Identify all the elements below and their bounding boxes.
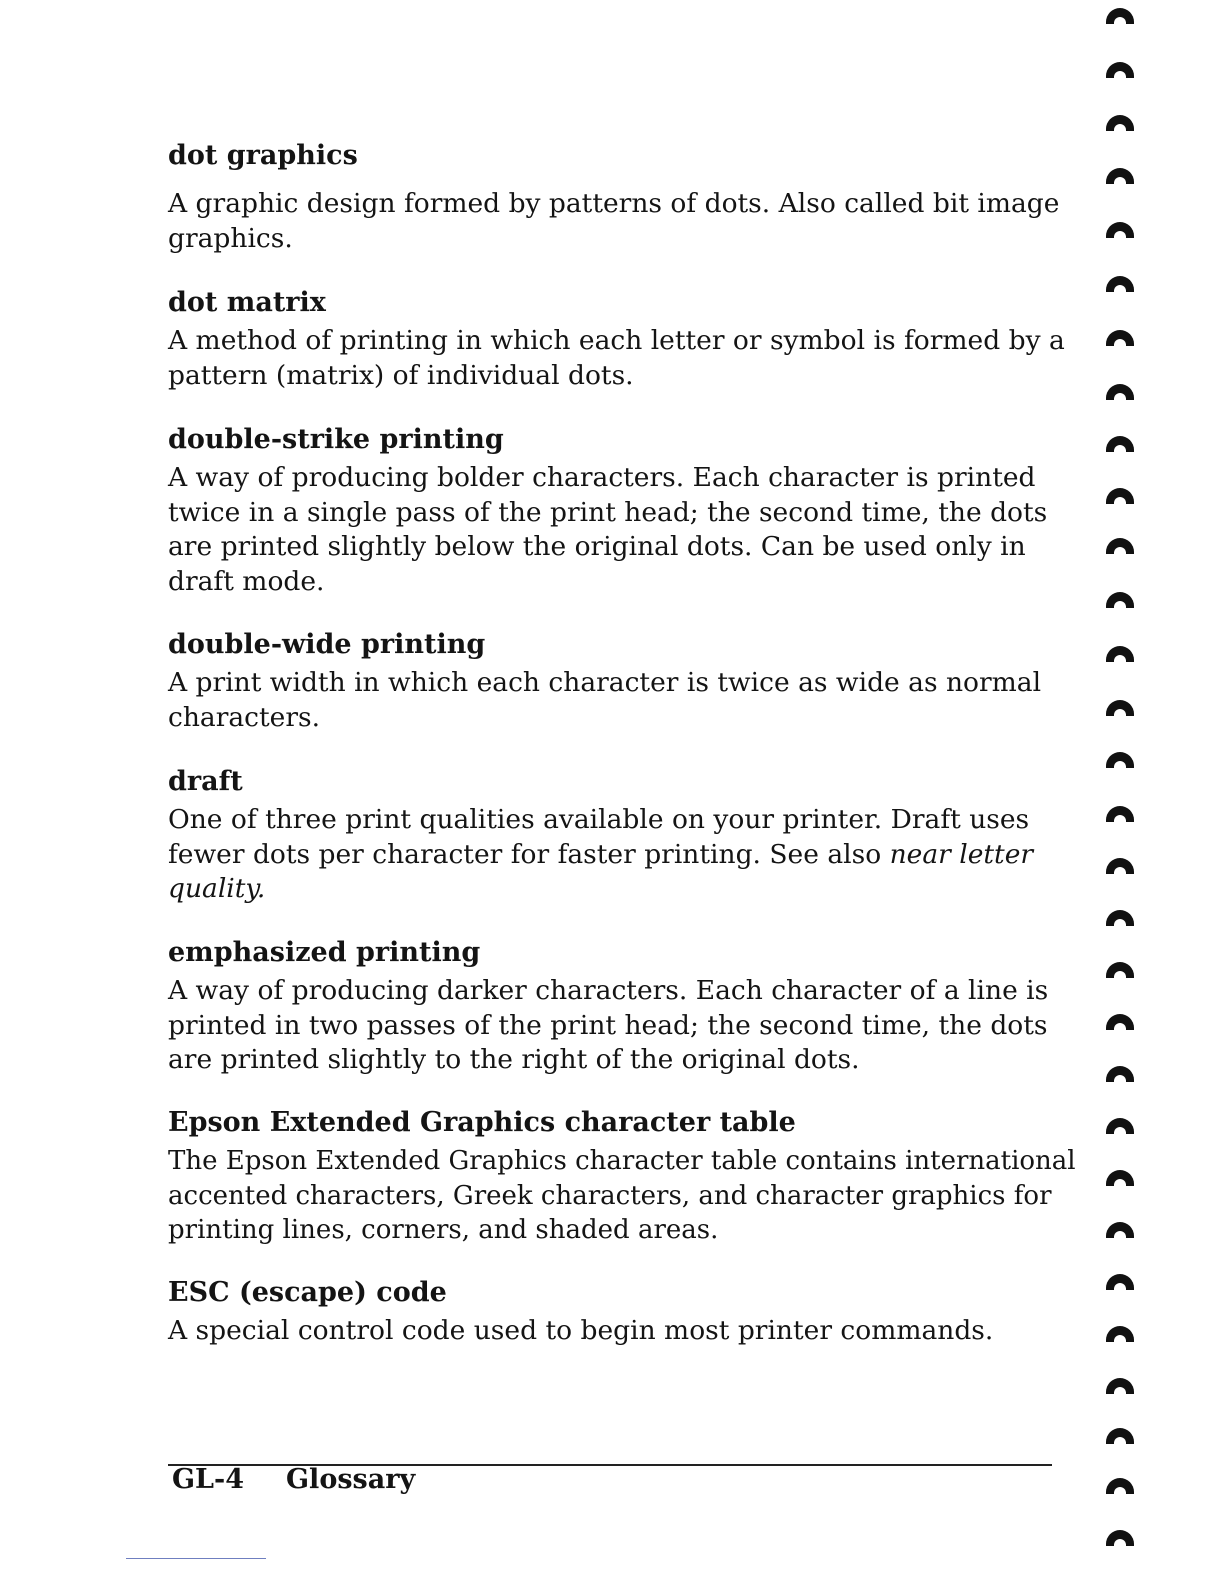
glossary-term: ESC (escape) code: [168, 1277, 447, 1308]
glossary-entry: [168, 628, 1068, 735]
glossary-definition: The Epson Extended Graphics character table contains international accented characters, Greek characters, and character graphics for printing lines, corners, and shaded areas.: [168, 1146, 1076, 1245]
binding-ring-icon: [1106, 1530, 1134, 1546]
glossary-entry: [168, 936, 1068, 1078]
glossary-entry: [168, 139, 1068, 256]
glossary-entry: [168, 1106, 1078, 1248]
glossary-term: emphasized printing: [168, 937, 481, 968]
page-number: GL-4: [172, 1464, 245, 1495]
binding-ring-icon: [1106, 1274, 1134, 1290]
glossary-entry: [168, 286, 1068, 393]
glossary-definition: [168, 803, 1068, 907]
binding-ring-icon: [1106, 488, 1134, 504]
glossary-term: draft: [168, 766, 243, 797]
glossary-term: double-strike printing: [168, 424, 504, 455]
definition-text: One of three print qualities available on your printer. Draft uses fewer dots per character for faster printing. See also: [168, 804, 1030, 870]
binding-ring-icon: [1106, 962, 1134, 978]
glossary-definition: A print width in which each character is twice as wide as normal characters.: [168, 667, 1042, 733]
glossary-definition: A special control code used to begin most printer commands.: [168, 1315, 994, 1346]
glossary-definition: A method of printing in which each letter or symbol is formed by a pattern (matrix) of individual dots.: [168, 325, 1065, 391]
binding-ring-icon: [1106, 1378, 1134, 1394]
binding-ring-icon: [1106, 910, 1134, 926]
binding-ring-icon: [1106, 330, 1134, 346]
glossary-definition: A graphic design formed by patterns of dots. Also called bit image graphics.: [168, 188, 1060, 254]
binding-ring-icon: [1106, 436, 1134, 452]
glossary-term: Epson Extended Graphics character table: [168, 1107, 796, 1138]
binding-ring-icon: [1106, 1066, 1134, 1082]
binding-ring-icon: [1106, 1118, 1134, 1134]
binding-ring-icon: [1106, 1014, 1134, 1030]
binding-ring-icon: [1106, 806, 1134, 822]
binding-ring-icon: [1106, 752, 1134, 768]
glossary-definition: A way of producing darker characters. Each character of a line is printed in two passes of the print head; the second time, the dots are printed slightly to the right of the original dots.: [168, 975, 1049, 1075]
scan-artifact-line: [126, 1558, 266, 1559]
binding-ring-icon: [1106, 700, 1134, 716]
binding-ring-icon: [1106, 1170, 1134, 1186]
binding-ring-icon: [1106, 538, 1134, 554]
glossary-entry: [168, 1276, 1068, 1349]
binding-ring-icon: [1106, 62, 1134, 78]
glossary-definition: A way of producing bolder characters. Each character is printed twice in a single pass of the print head; the second time, the dots are printed slightly below the original dots. Can be used only in draft mode.: [168, 462, 1048, 597]
binding-ring-icon: [1106, 168, 1134, 184]
glossary-term: double-wide printing: [168, 629, 486, 660]
binding-ring-icon: [1106, 115, 1134, 131]
binding-ring-icon: [1106, 276, 1134, 292]
glossary-term: dot graphics: [168, 140, 358, 171]
glossary-entry: [168, 765, 1068, 907]
page-footer: [172, 1462, 415, 1498]
binding-ring-icon: [1106, 1478, 1134, 1494]
section-title: Glossary: [286, 1464, 416, 1495]
glossary-term: dot matrix: [168, 287, 326, 318]
binding-ring-icon: [1106, 858, 1134, 874]
binding-ring-icon: [1106, 8, 1134, 24]
binding-ring-icon: [1106, 384, 1134, 400]
binding-ring-icon: [1106, 1222, 1134, 1238]
glossary-entry: [168, 423, 1068, 599]
binding-ring-icon: [1106, 592, 1134, 608]
binding-ring-icon: [1106, 222, 1134, 238]
cross-reference: near letter quality.: [168, 838, 1034, 904]
spiral-binding: [1100, 0, 1150, 1584]
binding-ring-icon: [1106, 1326, 1134, 1342]
binding-ring-icon: [1106, 1428, 1134, 1444]
binding-ring-icon: [1106, 646, 1134, 662]
